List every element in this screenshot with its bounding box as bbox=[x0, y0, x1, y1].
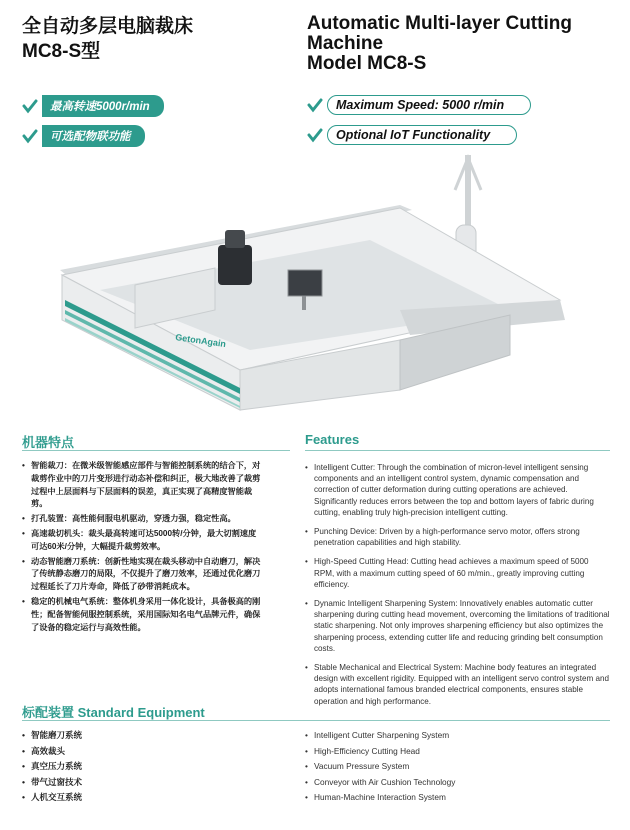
list-item: • High-Speed Cutting Head: Cutting head achieves a maximum speed of 5000 RPM, with a maximum cutting speed of 60 m/min., greatly improving cutting efficiency. bbox=[305, 556, 610, 590]
title-en-line2: Machine bbox=[307, 33, 384, 54]
list-item: • 稳定的机械电气系统：整体机身采用一体化设计，具备极高的刚性；配备智能伺服控制系统，采用国际知名电气品牌元件，确保了设备的稳定运行与高效性能。 bbox=[22, 596, 262, 634]
list-item: • 打孔装置：高性能伺服电机驱动，穿透力强，稳定性高。 bbox=[22, 513, 262, 526]
badge-cn-iot-label: 可选配物联功能 bbox=[42, 125, 145, 147]
list-item: • 真空压力系统 bbox=[22, 759, 282, 775]
check-icon bbox=[307, 97, 323, 113]
standard-heading-cn: 标配装置 bbox=[22, 705, 75, 720]
divider bbox=[22, 450, 290, 451]
machine-brand-logo: GetonAgain bbox=[174, 332, 227, 350]
list-item: • Intelligent Cutter: Through the combination of micron-level intelligent sensing components and an intelligent control system, dynamic compensation and correction of cutter deformation during cutting operations are achieved. Significantly reduces errors between the top and bottom layers of fabric during cutting, enabling truly high-precision intelligent cutting. bbox=[305, 462, 610, 518]
badge-en-speed-label: Maximum Speed: 5000 r/min bbox=[327, 95, 531, 115]
list-item: • 高效裁头 bbox=[22, 744, 282, 760]
control-monitor bbox=[288, 270, 322, 296]
list-item: • High-Efficiency Cutting Head bbox=[305, 744, 610, 760]
list-item: • Human-Machine Interaction System bbox=[305, 790, 610, 806]
list-item: • 智能磨刀系统 bbox=[22, 728, 282, 744]
standard-heading bbox=[22, 702, 205, 721]
list-item: • Vacuum Pressure System bbox=[305, 759, 610, 775]
features-list-cn bbox=[22, 460, 262, 636]
title-english bbox=[307, 14, 617, 74]
badge-en-speed bbox=[307, 95, 531, 115]
title-cn-line2: MC8-S型 bbox=[22, 41, 101, 62]
list-item: • 带气过窗技术 bbox=[22, 775, 282, 791]
check-icon bbox=[22, 98, 38, 114]
features-heading-en: Features bbox=[305, 432, 360, 447]
features-list-en bbox=[305, 462, 610, 715]
standard-list-cn bbox=[22, 728, 282, 806]
list-item: • 高速裁切机头：裁头最高转速可达5000转/分钟，最大切割速度可达60米/分钟，大幅提升裁剪效率。 bbox=[22, 528, 262, 554]
list-item: • Conveyor with Air Cushion Technology bbox=[305, 775, 610, 791]
badge-en-iot-label: Optional IoT Functionality bbox=[327, 125, 517, 145]
list-item: • Punching Device: Driven by a high-performance servo motor, offers strong penetration capabilities and high stability. bbox=[305, 526, 610, 548]
check-icon bbox=[307, 127, 323, 143]
title-en-line3: Model MC8-S bbox=[307, 53, 427, 74]
badge-en-iot bbox=[307, 125, 517, 145]
divider bbox=[305, 450, 610, 451]
title-cn-line1: 全自动多层电脑裁床 bbox=[22, 16, 194, 37]
list-item: • Dynamic Intelligent Sharpening System: Innovatively enables automatic cutter sharpening during cutting head movement, overcoming the limitations of traditional static sharpening. Not only improves sharpening efficiency but also optimizes the sharpening process, extending cutter life and reducing grinding belt consumption costs. bbox=[305, 598, 610, 654]
list-item: • 人机交互系统 bbox=[22, 790, 282, 806]
list-item: • Intelligent Cutter Sharpening System bbox=[305, 728, 610, 744]
divider bbox=[22, 720, 610, 721]
title-chinese bbox=[22, 14, 292, 64]
standard-list-en bbox=[305, 728, 610, 806]
features-heading-cn: 机器特点 bbox=[22, 435, 75, 450]
badge-cn-speed-label: 最高转速5000r/min bbox=[42, 95, 164, 117]
badge-cn-speed bbox=[22, 95, 164, 117]
check-icon bbox=[22, 128, 38, 144]
standard-heading-en: Standard Equipment bbox=[77, 705, 205, 720]
title-en-line1: Automatic Multi-layer Cutting bbox=[307, 13, 572, 34]
list-item: • Stable Mechanical and Electrical System: Machine body features an integrated design with excellent rigidity. Equipped with an intelligent servo control system and adopts international famous branded electrical components, ensures stable operation and high performance. bbox=[305, 662, 610, 707]
badge-cn-iot bbox=[22, 125, 145, 147]
cutting-head bbox=[218, 245, 252, 285]
list-item: • 智能裁刀：在微米级智能感应部件与智能控制系统的结合下，对裁剪作业中的刀片变形进行动态补偿和纠正，极大地改善了裁剪过程中上层面料与下层面料的误差，真正实现了高精度智能裁剪。 bbox=[22, 460, 262, 511]
machine-illustration bbox=[40, 150, 610, 420]
list-item: • 动态智能磨刀系统：创新性地实现在裁头移动中自动磨刀，解决了传统静态磨刀的局限，不仅提升了磨刀效率，还通过优化磨刀过程延长了刀片寿命，降低了砂带消耗成本。 bbox=[22, 556, 262, 594]
